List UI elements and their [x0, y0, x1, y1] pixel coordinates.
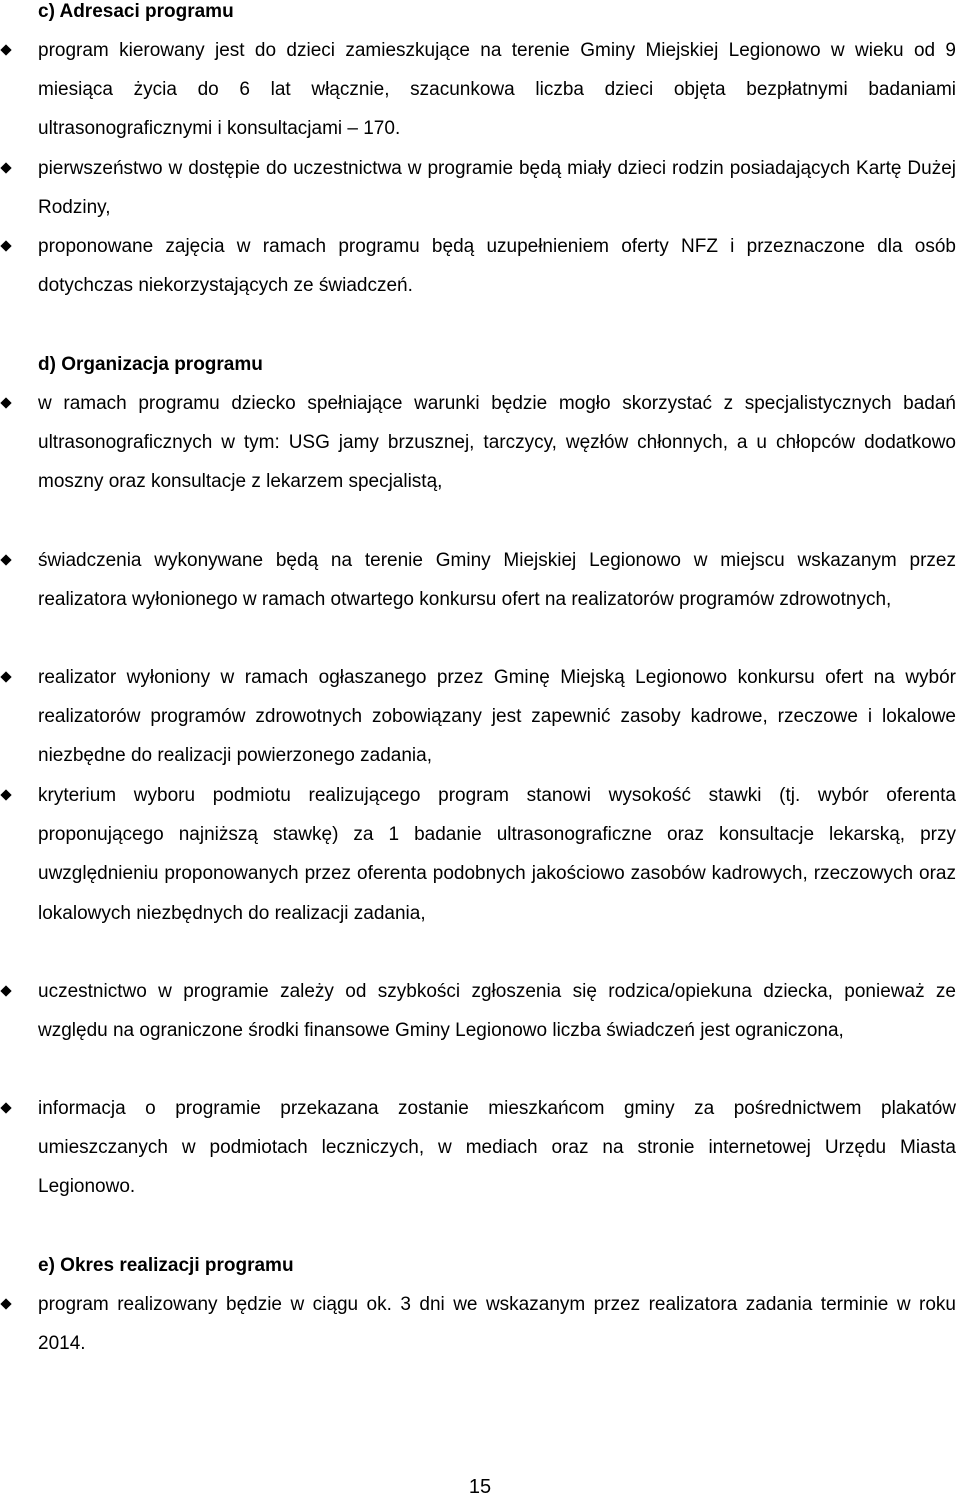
page-number: 15	[468, 1476, 492, 1498]
diamond-bullet-icon	[0, 44, 11, 55]
section-d-item-1: w ramach programu dziecko spełniające warunki będzie mogło skorzystać z specjalistycznych badań ultrasonograficznych w tym: USG jamy brzusznej, tarczycy, węzłów chłonnych, a u chłopców dodatkowo moszny oraz konsultacje z lekarzem specjalistą,	[38, 384, 956, 502]
diamond-bullet-icon	[0, 397, 11, 408]
section-d-heading: d) Organizacja programu	[38, 354, 263, 375]
section-d-item-5: uczestnictwo w programie zależy od szybkości zgłoszenia się rodzica/opiekuna dziecka, ponieważ ze względu na ograniczone środki finansowe Gminy Legionowo liczba świadczeń jest ograniczona,	[38, 972, 956, 1050]
section-e-item-1: program realizowany będzie w ciągu ok. 3 dni we wskazanym przez realizatora zadania terminie w roku 2014.	[38, 1285, 956, 1363]
section-d-item-4: kryterium wyboru podmiotu realizującego program stanowi wysokość stawki (tj. wybór oferenta proponującego najniższą stawkę) za 1 badanie ultrasonograficzne oraz konsultacje lekarską, przy uwzględnieniu proponowanych przez oferenta podobnych jakościowo zasobów kadrowych, rzeczowych oraz lokalowych niezbędnych do realizacji zadania,	[38, 776, 956, 933]
section-d-item-6: informacja o programie przekazana zostanie mieszkańcom gminy za pośrednictwem plakatów umieszczanych w podmiotach leczniczych, w mediach oraz na stronie internetowej Urzędu Miasta Legionowo.	[38, 1089, 956, 1207]
diamond-bullet-icon	[0, 240, 11, 251]
section-c-heading: c) Adresaci programu	[38, 1, 234, 22]
diamond-bullet-icon	[0, 554, 11, 565]
section-d-item-2: świadczenia wykonywane będą na terenie Gminy Miejskiej Legionowo w miejscu wskazanym przez realizatora wyłonionego w ramach otwartego konkursu ofert na realizatorów programów zdrowotnych,	[38, 541, 956, 619]
section-d-item-3: realizator wyłoniony w ramach ogłaszanego przez Gminę Miejską Legionowo konkursu ofert na wybór realizatorów programów zdrowotnych zobowiązany jest zapewnić zasoby kadrowe, rzeczowe i lokalowe niezbędne do realizacji powierzonego zadania,	[38, 658, 956, 776]
diamond-bullet-icon	[0, 985, 11, 996]
diamond-bullet-icon	[0, 789, 11, 800]
section-e-heading: e) Okres realizacji programu	[38, 1255, 294, 1276]
section-c-item-3: proponowane zajęcia w ramach programu będą uzupełnieniem oferty NFZ i przeznaczone dla osób dotychczas niekorzystających ze świadczeń.	[38, 227, 956, 305]
diamond-bullet-icon	[0, 671, 11, 682]
section-c-item-1: program kierowany jest do dzieci zamieszkujące na terenie Gminy Miejskiej Legionowo w wieku od 9 miesiąca życia do 6 lat włącznie, szacunkowa liczba dzieci objęta bezpłatnymi badaniami ultrasonograficznymi i konsultacjami – 170.	[38, 31, 956, 149]
diamond-bullet-icon	[0, 1102, 11, 1113]
diamond-bullet-icon	[0, 1298, 11, 1309]
section-c-item-2: pierwszeństwo w dostępie do uczestnictwa w programie będą miały dzieci rodzin posiadających Kartę Dużej Rodziny,	[38, 149, 956, 227]
diamond-bullet-icon	[0, 162, 11, 173]
